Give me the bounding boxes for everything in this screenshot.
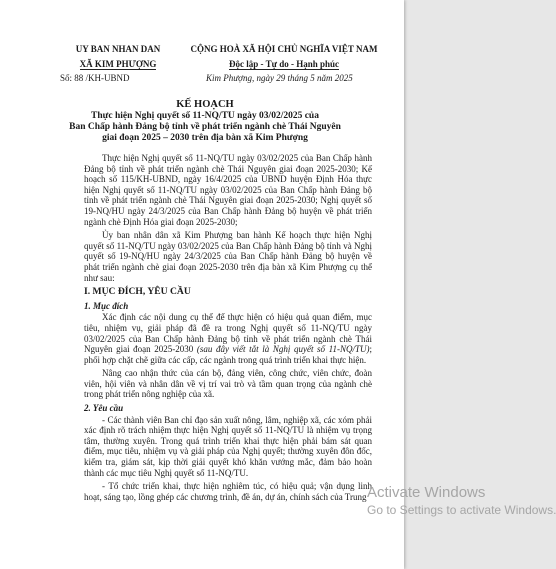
purpose-paragraph-1: [84, 312, 372, 365]
nation-motto: Độc lập - Tự do - Hạnh phúc: [228, 59, 339, 69]
national-motto-header: [184, 44, 384, 72]
purpose-text-italic: (sau đây viết tắt là Nghị quyết số 11-NQ/TU): [196, 344, 370, 355]
document-body: [84, 153, 372, 502]
document-title: KẾ HOẠCH: [176, 99, 234, 110]
intro-paragraph-1: Thực hiện Nghị quyết số 11-NQ/TU ngày 03/02/2025 của Ban Chấp hành Đảng bộ tỉnh về phát triển ngành chè Thái Nguyên giai đoạn 2025-2030; Kế hoạch số 115/KH-UBND, ngày 16/4/2025 của UBND huyện Định Hóa thực hiện Nghị quyết số 11-NQ/TU ngày 03/02/2025 của Ban Chấp hành Đảng bộ tỉnh về phát triển ngành chè Thái Nguyên giai đoạn 2025-2030; Nghị quyết số 19-NQ/HU ngày 24/3/2025 của Ban Chấp hành Đảng bộ huyện về phát triển ngành chè Định Hóa giai đoạn 2025-2030;: [84, 153, 372, 227]
watermark-line-1: Activate Windows: [367, 484, 486, 501]
purpose-paragraph-2: Nâng cao nhận thức của cán bộ, đảng viên, công chức, viên chức, đoàn viên, hội viên và nhân dân về vị trí vai trò và tầm quan trọng của ngành chè trong phát triển nông nghiệp của xã.: [84, 368, 372, 400]
title-line-3: Ban Chấp hành Đảng bộ tỉnh về phát triển ngành chè Thái Nguyên: [69, 122, 341, 132]
requirement-paragraph-1: - Các thành viên Ban chỉ đạo sản xuất nông, lâm, nghiệp xã, các xóm phải xác định rõ trách nhiệm thực hiện Nghị quyết số 11-NQ/TU là nhiệm vụ trọng tâm, thường xuyên. Trong quá trình triển khai thực hiện phải bám sát quan điểm, mục tiêu, nhiệm vụ và giải pháp của Nghị quyết; thường xuyên đôn đốc, kiểm tra, giám sát, kịp thời giải quyết khó khăn vướng mắc, đảm bảo hoàn thành các mục tiêu Nghị quyết số 11-NQ/TU.: [84, 414, 372, 478]
title-line-4: giai đoạn 2025 – 2030 trên địa bàn xã Kim Phượng: [102, 133, 308, 143]
place-and-date: Kim Phượng, ngày 29 tháng 5 năm 2025: [206, 73, 353, 83]
subsection-heading-requirements: 2. Yêu cầu: [84, 403, 124, 414]
document-title-block: [40, 99, 370, 144]
intro-paragraph-2: Ủy ban nhân dân xã Kim Phượng ban hành Kế hoạch thực hiện Nghị quyết số 11-NQ/TU ngày 03/02/2025 của Ban Chấp hành Đảng bộ tỉnh và Nghị quyết số 19-NQ/HU ngày 24/3/2025 của Ban Chấp hành Đảng bộ huyện về phát triển ngành chè giai đoạn 2025-2030 trên địa bàn xã Kim Phượng cụ thể như sau:: [84, 230, 372, 283]
requirement-paragraph-2: - Tổ chức triển khai, thực hiện nghiêm túc, có hiệu quả; vận dụng linh hoạt, sáng tạo, lồng ghép các chương trình, đề án, dự án, chính sách của Trung: [84, 481, 372, 502]
issuing-org-header: [53, 44, 183, 72]
title-line-2: Thực hiện Nghị quyết số 11-NQ/TU ngày 03/02/2025 của: [91, 111, 319, 121]
activation-watermark: [367, 484, 556, 518]
document-number: Số: 88 /KH-UBND: [60, 73, 130, 83]
watermark-line-2: Go to Settings to activate Windows.: [367, 503, 556, 517]
section-heading-1: I. MỤC ĐÍCH, YÊU CẦU: [84, 286, 191, 298]
org-name-line1: UY BAN NHAN DAN: [75, 44, 161, 54]
org-name-line2: XÃ KIM PHƯỢNG: [79, 59, 157, 69]
purpose-text-start: Xác định các nội dung cụ thể để thực hiện có hiệu quả quan điểm, mục tiêu, nhiệm vụ, giải pháp đã đề ra trong Nghị quyết số 11-NQ/TU ngày 03/02/2025 của Ban Chấp hành Đảng bộ tỉnh về phát triển ngành chè Thái Nguyên giai đoạn 2025-2030: [84, 312, 372, 355]
subsection-heading-purpose: 1. Mục đích: [84, 300, 129, 311]
nation-name: CỘNG HOÀ XÃ HỘI CHỦ NGHĨA VIỆT NAM: [190, 44, 378, 54]
purpose-text-end: ; phối hợp chặt chẽ giữa các cấp, các ngành trong quá trình triển khai thực hiện.: [84, 344, 372, 365]
